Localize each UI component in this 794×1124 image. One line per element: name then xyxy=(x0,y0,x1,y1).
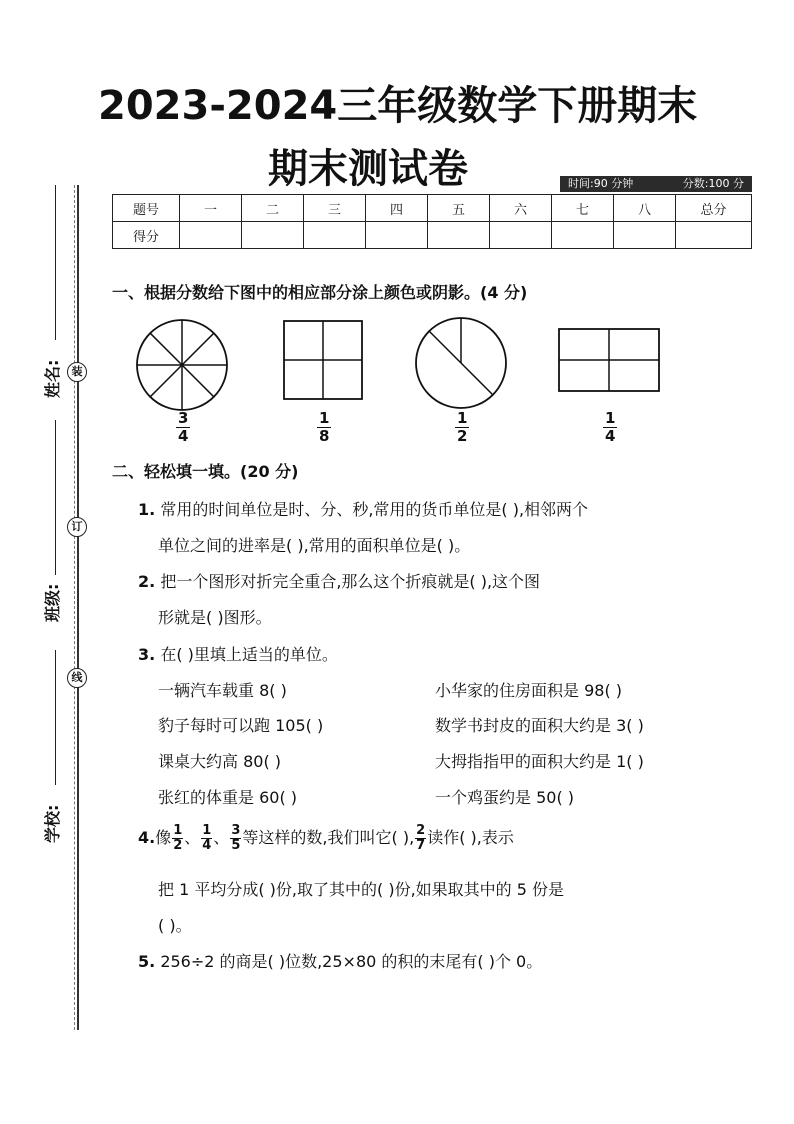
figure3-fraction xyxy=(455,410,469,445)
unit-item: 一辆汽车载重 8( ) xyxy=(158,681,287,700)
score-entry-cell[interactable] xyxy=(614,222,676,249)
question-1-line-1 xyxy=(138,497,588,520)
page-title: 2023-2024三年级数学下册期末 xyxy=(98,83,698,129)
binding-mark-xian: 线 xyxy=(67,668,87,688)
separator: 、 xyxy=(213,828,230,847)
school-label: 学校: xyxy=(43,804,62,843)
name-underline xyxy=(55,185,56,340)
question-3-line-1 xyxy=(138,642,338,665)
fraction-numerator: 1 xyxy=(319,409,330,427)
question-4-line-2: 把 1 平均分成( )份,取了其中的( )份,如果取其中的 5 份是 xyxy=(158,880,565,899)
table-cell: 五 xyxy=(428,195,490,222)
binding-mark-zhuang: 装 xyxy=(67,362,87,382)
question-number: 1. xyxy=(138,500,156,519)
figure-circle-eighths[interactable] xyxy=(135,318,230,413)
question-text: 在( )里填上适当的单位。 xyxy=(160,645,338,664)
fraction-denominator: 2 xyxy=(173,838,183,853)
question-text: 像 xyxy=(155,828,172,847)
class-underline xyxy=(55,420,56,575)
fraction-denominator: 8 xyxy=(319,427,330,445)
table-cell: 七 xyxy=(552,195,614,222)
fraction-denominator: 2 xyxy=(457,427,468,445)
table-cell: 得分 xyxy=(113,222,180,249)
question-text: 读作( ),表示 xyxy=(427,828,514,847)
table-cell: 三 xyxy=(304,195,366,222)
score-table xyxy=(112,194,752,249)
score-entry-cell[interactable] xyxy=(366,222,428,249)
fraction-denominator: 5 xyxy=(231,838,241,853)
binding-mark-ding: 订 xyxy=(67,517,87,537)
exam-score: 分数:100 分 xyxy=(682,177,744,190)
question-number: 3. xyxy=(138,645,156,664)
separator: 、 xyxy=(184,828,201,847)
fraction-numerator: 1 xyxy=(605,409,616,427)
table-cell: 二 xyxy=(242,195,304,222)
unit-item: 课桌大约高 80( ) xyxy=(158,752,282,771)
table-cell: 一 xyxy=(180,195,242,222)
question-text: 等这样的数,我们叫它( ), xyxy=(242,828,415,847)
score-entry-cell[interactable] xyxy=(304,222,366,249)
fraction-numerator: 3 xyxy=(178,409,189,427)
fraction-denominator: 4 xyxy=(178,427,189,445)
unit-item: 豹子每时可以跑 105( ) xyxy=(158,716,324,735)
score-table-score-row xyxy=(113,222,752,249)
fraction-denominator: 7 xyxy=(416,838,426,853)
question-2-line-2: 形就是( )图形。 xyxy=(158,608,272,627)
score-entry-cell[interactable] xyxy=(242,222,304,249)
score-entry-cell[interactable] xyxy=(490,222,552,249)
table-cell: 八 xyxy=(614,195,676,222)
figure2-fraction xyxy=(317,410,331,445)
fraction-numerator: 1 xyxy=(202,823,212,838)
exam-time: 时间:90 分钟 xyxy=(568,177,634,190)
table-cell: 总分 xyxy=(676,195,752,222)
question-number: 5. xyxy=(138,952,156,971)
binding-dashed-line xyxy=(74,185,75,1030)
question-4-line-3: ( )。 xyxy=(158,916,192,935)
question-number: 4. xyxy=(138,828,156,847)
question-1-line-2: 单位之间的进率是( ),常用的面积单位是( )。 xyxy=(158,536,471,555)
fraction-numerator: 1 xyxy=(173,823,183,838)
figure4-fraction xyxy=(603,410,617,445)
score-entry-cell[interactable] xyxy=(180,222,242,249)
figure-rectangle-quarters[interactable] xyxy=(558,328,660,392)
fraction xyxy=(201,824,212,853)
fraction-denominator: 4 xyxy=(202,838,212,853)
table-cell: 四 xyxy=(366,195,428,222)
unit-item: 数学书封皮的面积大约是 3( ) xyxy=(435,716,644,735)
figure1-fraction xyxy=(176,410,190,445)
section1-heading: 一、根据分数给下图中的相应部分涂上颜色或阴影。(4 分) xyxy=(112,283,528,302)
question-text: 把一个图形对折完全重合,那么这个折痕就是( ),这个图 xyxy=(160,572,541,591)
table-cell: 六 xyxy=(490,195,552,222)
page-subtitle: 期末测试卷 xyxy=(268,146,468,192)
question-4-line-1 xyxy=(138,824,514,853)
score-entry-cell[interactable] xyxy=(428,222,490,249)
score-entry-cell[interactable] xyxy=(552,222,614,249)
fraction-denominator: 4 xyxy=(605,427,616,445)
fraction xyxy=(230,824,241,853)
fraction xyxy=(415,824,426,853)
class-label: 班级: xyxy=(43,583,62,622)
score-table-header-row xyxy=(113,195,752,222)
fraction-numerator: 1 xyxy=(457,409,468,427)
fraction-numerator: 2 xyxy=(416,823,426,838)
figure-square-quarters[interactable] xyxy=(283,320,363,400)
question-2-line-1 xyxy=(138,569,540,592)
question-5-line-1 xyxy=(138,949,542,972)
name-label: 姓名: xyxy=(43,359,62,398)
table-cell: 题号 xyxy=(113,195,180,222)
figure-circle-parts[interactable] xyxy=(414,316,509,411)
unit-item: 大拇指指甲的面积大约是 1( ) xyxy=(435,752,644,771)
score-entry-cell[interactable] xyxy=(676,222,752,249)
unit-item: 一个鸡蛋约是 50( ) xyxy=(435,788,575,807)
exam-meta-bar xyxy=(560,176,752,192)
question-text: 常用的时间单位是时、分、秒,常用的货币单位是( ),相邻两个 xyxy=(160,500,589,519)
question-text: 256÷2 的商是( )位数,25×80 的积的末尾有( )个 0。 xyxy=(160,952,543,971)
fraction xyxy=(172,824,183,853)
section2-heading: 二、轻松填一填。(20 分) xyxy=(112,462,299,481)
fraction-numerator: 3 xyxy=(231,823,241,838)
binding-line xyxy=(77,185,79,1030)
school-underline xyxy=(55,650,56,785)
question-number: 2. xyxy=(138,572,156,591)
unit-item: 小华家的住房面积是 98( ) xyxy=(435,681,623,700)
unit-item: 张红的体重是 60( ) xyxy=(158,788,298,807)
